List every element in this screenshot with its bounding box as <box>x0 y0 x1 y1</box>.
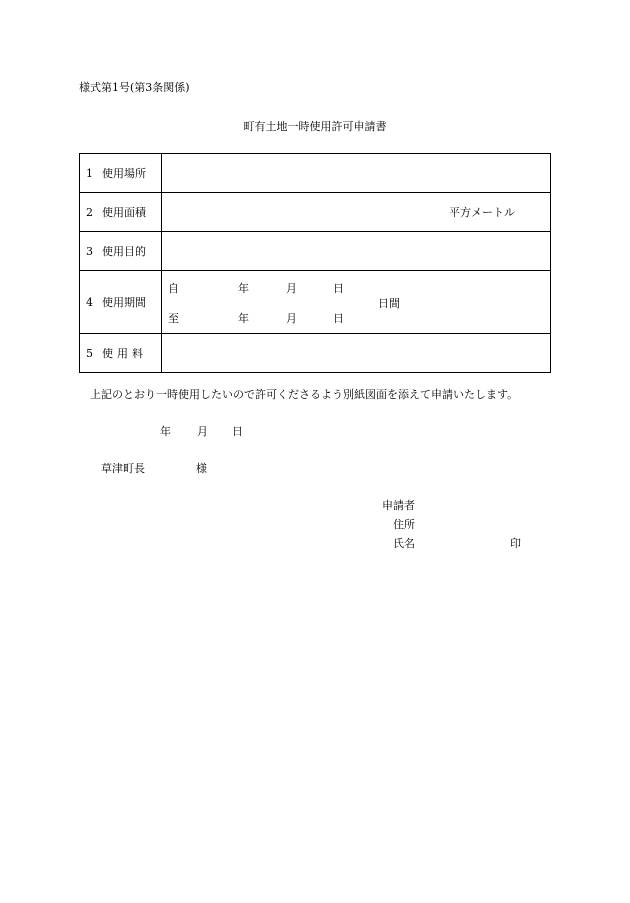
date-day-label: 日 <box>232 425 243 438</box>
table-row <box>80 334 551 373</box>
row-number: 5 <box>86 347 93 360</box>
row-label-cell <box>80 271 162 334</box>
year-label: 年 <box>238 282 249 295</box>
row-label-cell <box>80 154 162 193</box>
row-label-cell <box>80 334 162 373</box>
to-label: 至 <box>168 312 179 325</box>
usage-purpose-field[interactable] <box>162 232 551 271</box>
usage-period-field[interactable] <box>162 271 551 334</box>
row-label-cell <box>80 193 162 232</box>
month-label: 月 <box>286 312 297 325</box>
duration-days-label: 日間 <box>378 297 400 310</box>
table-row <box>80 193 551 232</box>
addressee-name: 草津町長 <box>101 462 145 475</box>
applicant-label: 申請者 <box>382 499 415 512</box>
area-unit-label: 平方メートル <box>449 206 515 219</box>
row-label: 使用料 <box>102 347 147 360</box>
document-title: 町有土地一時使用許可申請書 <box>243 120 387 133</box>
applicant-address-label: 住所 <box>393 518 415 531</box>
row-label: 使用期間 <box>102 296 146 309</box>
table-row <box>80 154 551 193</box>
table-row <box>80 232 551 271</box>
row-number: 1 <box>86 167 93 180</box>
row-label: 使用面積 <box>102 206 146 219</box>
row-label: 使用目的 <box>102 245 146 258</box>
day-label: 日 <box>333 282 344 295</box>
usage-fee-field[interactable] <box>162 334 551 373</box>
date-month-label: 月 <box>197 425 208 438</box>
day-label: 日 <box>333 312 344 325</box>
month-label: 月 <box>286 282 297 295</box>
request-sentence: 上記のとおり一時使用したいので許可くださるよう別紙図面を添えて申請いたします。 <box>90 388 519 401</box>
addressee-honorific: 様 <box>196 462 207 475</box>
from-label: 自 <box>168 282 179 295</box>
seal-label: 印 <box>510 537 521 550</box>
application-table <box>79 153 551 373</box>
usage-location-field[interactable] <box>162 154 551 193</box>
date-year-label: 年 <box>160 425 171 438</box>
year-label: 年 <box>238 312 249 325</box>
applicant-name-label: 氏名 <box>393 537 415 550</box>
row-number: 3 <box>86 245 93 258</box>
table-row <box>80 271 551 334</box>
usage-area-field[interactable] <box>162 193 551 232</box>
row-number: 4 <box>86 296 93 309</box>
row-label-cell <box>80 232 162 271</box>
form-number: 様式第1号(第3条関係) <box>79 81 190 94</box>
row-number: 2 <box>86 206 93 219</box>
row-label: 使用場所 <box>102 167 146 180</box>
